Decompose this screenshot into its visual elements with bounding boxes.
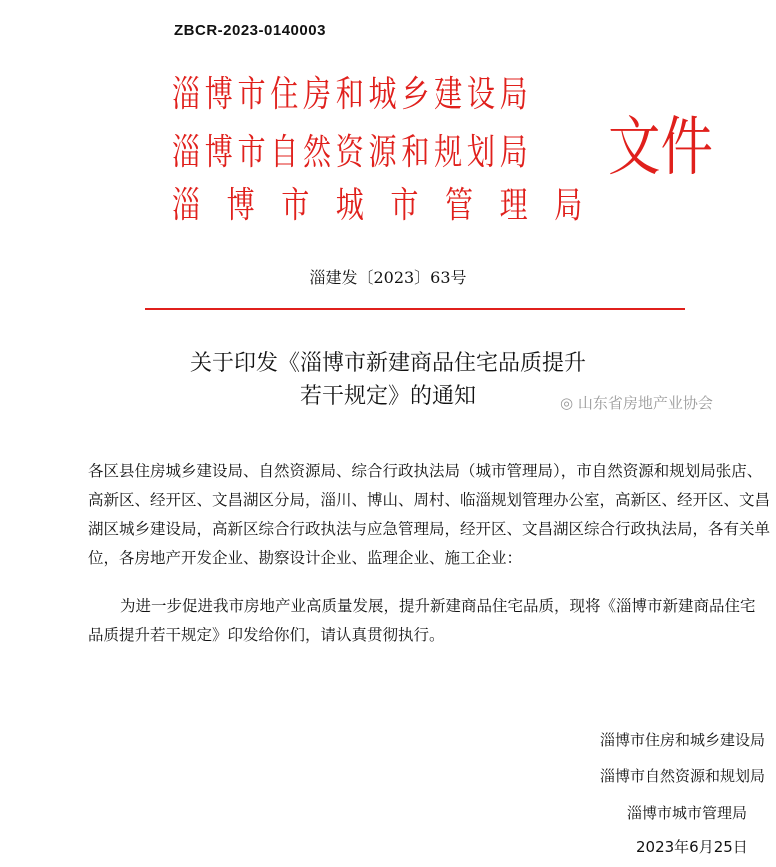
wechat-icon: ◎: [560, 394, 578, 412]
red-divider: [145, 308, 685, 310]
watermark: ◎ 山东省房地产业协会: [560, 394, 713, 412]
document-number: 淄建发〔2023〕63号: [309, 268, 467, 287]
signature-2: 淄博市自然资源和规划局: [600, 767, 766, 785]
signature-3: 淄博市城市管理局: [627, 804, 748, 822]
addressees: 各区县住房城乡建设局、自然资源局、综合行政执法局（城市管理局），市自然资源和规划局张店、高新区、经开区、文昌湖区分局，淄川、博山、周村、临淄规划管理办公室，高新区、经开区、文昌湖区城乡建设局，高新区综合行政执法与应急管理局，经开区、文昌湖区综合行政执法局，各有关单位，各房地产开发企业、勘察设计企业、监理企业、施工企业：: [88, 462, 771, 567]
issuer-1: 淄博市住房和城乡建设局: [172, 74, 533, 115]
header-suffix: 文件: [608, 111, 713, 185]
title-line-1: 关于印发《淄博市新建商品住宅品质提升: [189, 351, 586, 376]
date: 2023年6月25日: [636, 838, 748, 856]
document-code: ZBCR-2023-0140003: [174, 22, 326, 39]
body-paragraph: 为进一步促进我市房地产业高质量发展，提升新建商品住宅品质，现将《淄博市新建商品住宅品质提升若干规定》印发给你们，请认真贯彻执行。: [88, 597, 756, 644]
issuer-2: 淄博市自然资源和规划局: [172, 132, 533, 173]
title-line-2: 若干规定》的通知: [299, 384, 476, 409]
signature-1: 淄博市住房和城乡建设局: [600, 731, 766, 749]
issuer-3: 淄博市城市管理局: [172, 185, 609, 226]
